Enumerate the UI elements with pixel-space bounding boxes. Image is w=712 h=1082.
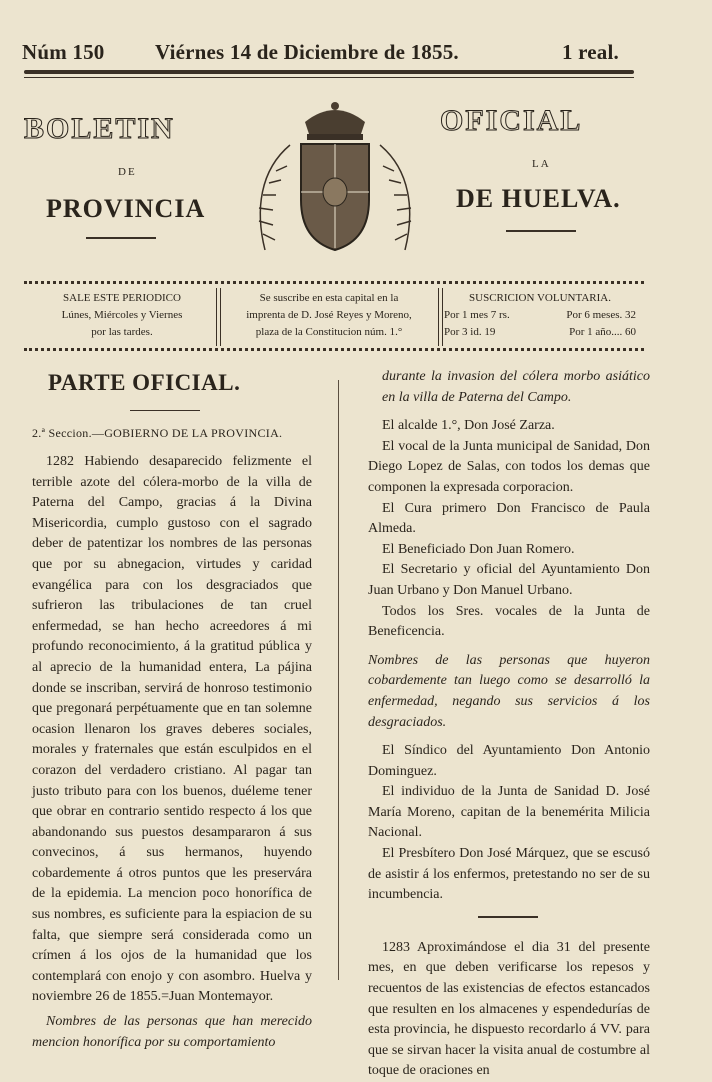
box-divider: [438, 288, 443, 346]
section-subheading: 2.ª Seccion.—GOBIERNO DE LA PROVINCIA.: [32, 426, 283, 440]
name-entry: El Presbítero Don José Márquez, que se escusó de asistir á los enfermos, pretestando no ser de su incumbencia.: [368, 846, 650, 903]
name-entry: El individuo de la Junta de Sanidad D. José María Moreno, capitan de la benemérita Milicia Nacional.: [368, 784, 650, 841]
title-de: DE: [118, 166, 137, 178]
section-ornament: [130, 410, 200, 411]
subscription-prices: SUSCRICION VOLUNTARIA. Por 1 mes 7 rs. Por 6 meses. 32 Por 3 id. 19 Por 1 año.... 60: [444, 292, 636, 338]
ornament-right: [506, 230, 576, 232]
masthead-rule: [24, 70, 634, 74]
publication-schedule: SALE ESTE PERIODICO Lúnes, Miércoles y Viernes por las tardes.: [61, 292, 183, 338]
honorific-heading-cont: durante la invasion del cólera morbo asiático en la villa de Paterna del Campo.: [382, 369, 650, 405]
title-provincia: PROVINCIA: [46, 194, 206, 223]
subscription-box: [24, 281, 644, 351]
title-de-huelva: DE HUELVA.: [456, 184, 621, 213]
cowards-heading: Nombres de las personas que huyeron cobardemente tan luego como se desarrolló la enfermedad, negando sus servicios á los desgraciados.: [368, 652, 650, 730]
section-heading: PARTE OFICIAL.: [48, 370, 241, 395]
article-separator: [478, 916, 538, 918]
right-column: [368, 367, 650, 1082]
honorific-mention-heading: Nombres de las personas que han merecido mencion honorífica por su comportamiento: [32, 1014, 312, 1050]
issue-price: 1 real.: [562, 40, 619, 64]
name-entry: El Cura primero Don Francisco de Paula Almeda.: [368, 500, 650, 537]
name-entry: Todos los Sres. vocales de la Junta de Beneficencia.: [368, 603, 650, 640]
box-divider: [216, 288, 221, 346]
ornament-left: [86, 237, 156, 239]
name-entry: El Secretario y oficial del Ayuntamiento Don Juan Urbano y Don Manuel Urbano.: [368, 562, 650, 598]
column-divider: [338, 380, 339, 980]
royal-coat-of-arms-icon: [235, 100, 435, 260]
subscription-place: Se suscribe en esta capital en la imprenta de D. José Reyes y Moreno, plaza de la Constitucion núm. 1.°: [246, 292, 412, 338]
name-entry: El Beneficiado Don Juan Romero.: [382, 541, 575, 557]
left-column: [32, 452, 312, 1053]
article-1282: 1282 Habiendo desaparecido felizmente el terrible azote del cólera-morbo de la villa de Paterna del Campo, gracias á la Divina Misericordia, cumplo gustoso con el sagrado deber de patentizar los nombres de las personas que por su abnegacion, virtudes y caridad evangélica para con los desgraciados que sufrieron las tribulaciones de tan cruel enfermedad, se han hecho acreedores á mi profundo reconocimiento, á la gratitud pública y al aprecio de la humanidad entera, La pájina donde se inscriban, servirá de honroso testimonio que pregonará perpétuamente que en tan solemne ocasion llenaron los graves deberes sociales, morales y fraternales que están esculpidos en el corazon del verdadero cristiano. Al pagar tan justo tributo para con los buenos, duéleme tener que obrar en contrario sentido respecto á los que abandonando sus puestos desampararon á sus convecinos, á sus hermanos, huyendo cobardemente á otros puntos que les preservára de la epidemia. La mencion poco honorífica de sus nombres, es suficiente para la espiacion de su falta, que siempre será considerada como un crímen á los ojos de la humanidad que los contemplará con enojo y con asombro. Huelva y noviembre 26 de 1855.=Juan Montemayor.: [32, 454, 312, 1005]
name-entry: El vocal de la Junta municipal de Sanidad, Don Diego Lopez de Salas, con todos los demas que componen la expresada corporacion.: [368, 438, 650, 495]
title-oficial: OFICIAL: [440, 104, 583, 137]
title-boletin: BOLETIN: [24, 112, 175, 145]
issue-number: Núm 150: [22, 40, 105, 64]
masthead-rule-thin: [24, 77, 634, 78]
name-entry: El Síndico del Ayuntamiento Don Antonio Dominguez.: [368, 743, 650, 779]
article-1283: 1283 Aproximándose el dia 31 del presente mes, en que deben verificarse los repesos y recuentos de las existencias de efectos estancados que resulten en los almacenes y espendedurías de esta provincia, he dispuesto recordarlo á VV. para que se sirvan hacer la visita anual de costumbre al toque de oraciones en: [368, 939, 650, 1079]
title-la: LA: [532, 158, 551, 170]
name-entry: El alcalde 1.°, Don José Zarza.: [382, 418, 555, 434]
issue-date: Viérnes 14 de Diciembre de 1855.: [155, 40, 459, 64]
